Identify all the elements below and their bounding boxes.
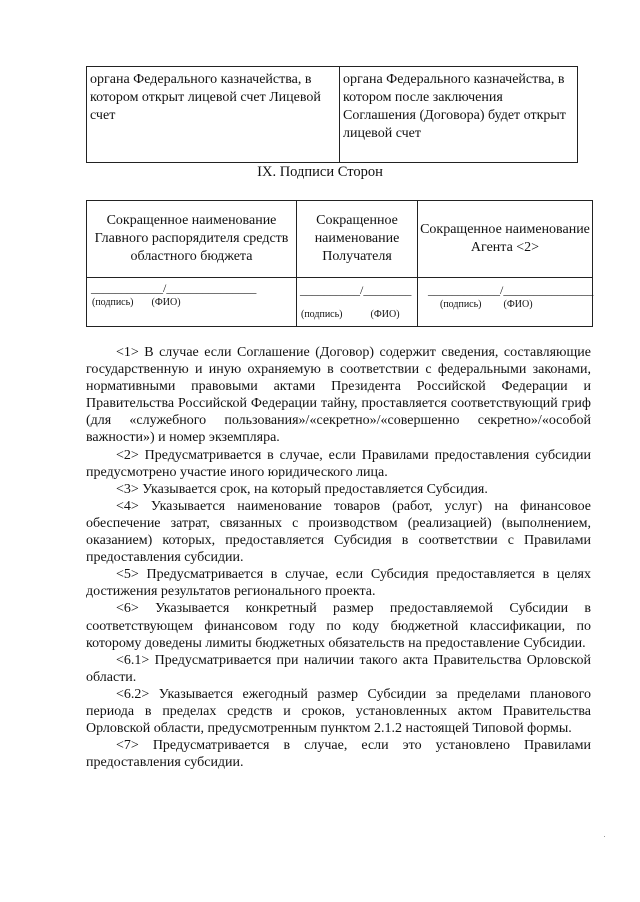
signature-caption-label: (подпись) [440, 299, 482, 310]
signature-cell-recipient [297, 278, 418, 327]
signature-cell-main-manager [87, 278, 297, 327]
signature-caption-label: (подпись) [92, 297, 134, 308]
signature-header-recipient: Сокращенное наименование Получателя [297, 201, 418, 278]
name-caption-label: (ФИО) [370, 309, 400, 320]
signature-caption-label: (подпись) [301, 309, 343, 320]
signature-cell-agent [418, 278, 593, 327]
treasury-account-table [86, 66, 578, 163]
footnote-6: <6> Указывается конкретный размер предоставляемой Субсидии в соответствующем финансовом году по коду бюджетной классификации, по которому доведены лимиты бюджетных обязательств на предоставление Субсидии. [86, 601, 591, 651]
name-caption-label: (ФИО) [503, 299, 533, 310]
footnote-3: <3> Указывается срок, на который предоставляется Субсидия. [116, 481, 488, 497]
signature-caption [92, 298, 181, 308]
signature-header-agent: Сокращенное наименование Агента <2> [418, 201, 593, 278]
name-caption-label: (ФИО) [151, 297, 181, 308]
signatures-table [86, 200, 593, 327]
footnote-1: <1> В случае если Соглашение (Договор) содержит сведения, составляющие государственную и иную охраняемую в соответствии с федеральными законами, нормативными правовыми актами Президента Российской Федерации и Правительства Российской Федерации тайну, проставляется соответствующий гриф (для «служебного пользования»/«секретно»/«совершенно секретно»/«особой важности») и номер экземпляра. [86, 345, 591, 446]
signature-caption [301, 310, 400, 320]
treasury-account-cell-left: органа Федерального казначейства, в котором открыт лицевой счет Лицевой счет [87, 67, 340, 163]
signature-header-main-manager: Сокращенное наименование Главного распорядителя средств областного бюджета [87, 201, 297, 278]
footnote-6-1: <6.1> Предусматривается при наличии такого акта Правительства Орловской области. [86, 652, 591, 685]
footnote-6-2: <6.2> Указывается ежегодный размер Субсидии за пределами планового периода в пределах средств и сроков, установленных актом Правительства Орловской области, предусмотренным пунктом 2.1.2 настоящей Типовой формы. [86, 686, 591, 737]
scan-speck [604, 836, 605, 837]
signature-line: ____________/_______________ [428, 283, 594, 297]
signature-caption [440, 300, 533, 310]
treasury-account-cell-right: органа Федерального казначейства, в котором после заключения Соглашения (Договора) будет открыт лицевой счет [340, 67, 578, 163]
footnote-5: <5> Предусматривается в случае, если Субсидия предоставляется в целях достижения результатов регионального проекта. [86, 567, 591, 600]
footnote-7: <7> Предусматривается в случае, если это установлено Правилами предоставления субсидии. [86, 738, 591, 771]
footnote-4: <4> Указывается наименование товаров (работ, услуг) на финансовое обеспечение затрат, связанных с производством (реализацией) (выполнением, оказанием) которых, предоставляется Субсидия в соответствии с Правилами предоставления субсидии. [86, 498, 591, 566]
footnotes [86, 344, 591, 771]
signature-line: __________/________ [300, 283, 412, 297]
signature-line: ____________/_______________ [91, 281, 257, 295]
section-title: IX. Подписи Сторон [257, 164, 383, 180]
footnote-2: <2> Предусматривается в случае, если Правилами предоставления субсидии предусмотрено участие иного юридического лица. [86, 447, 591, 480]
